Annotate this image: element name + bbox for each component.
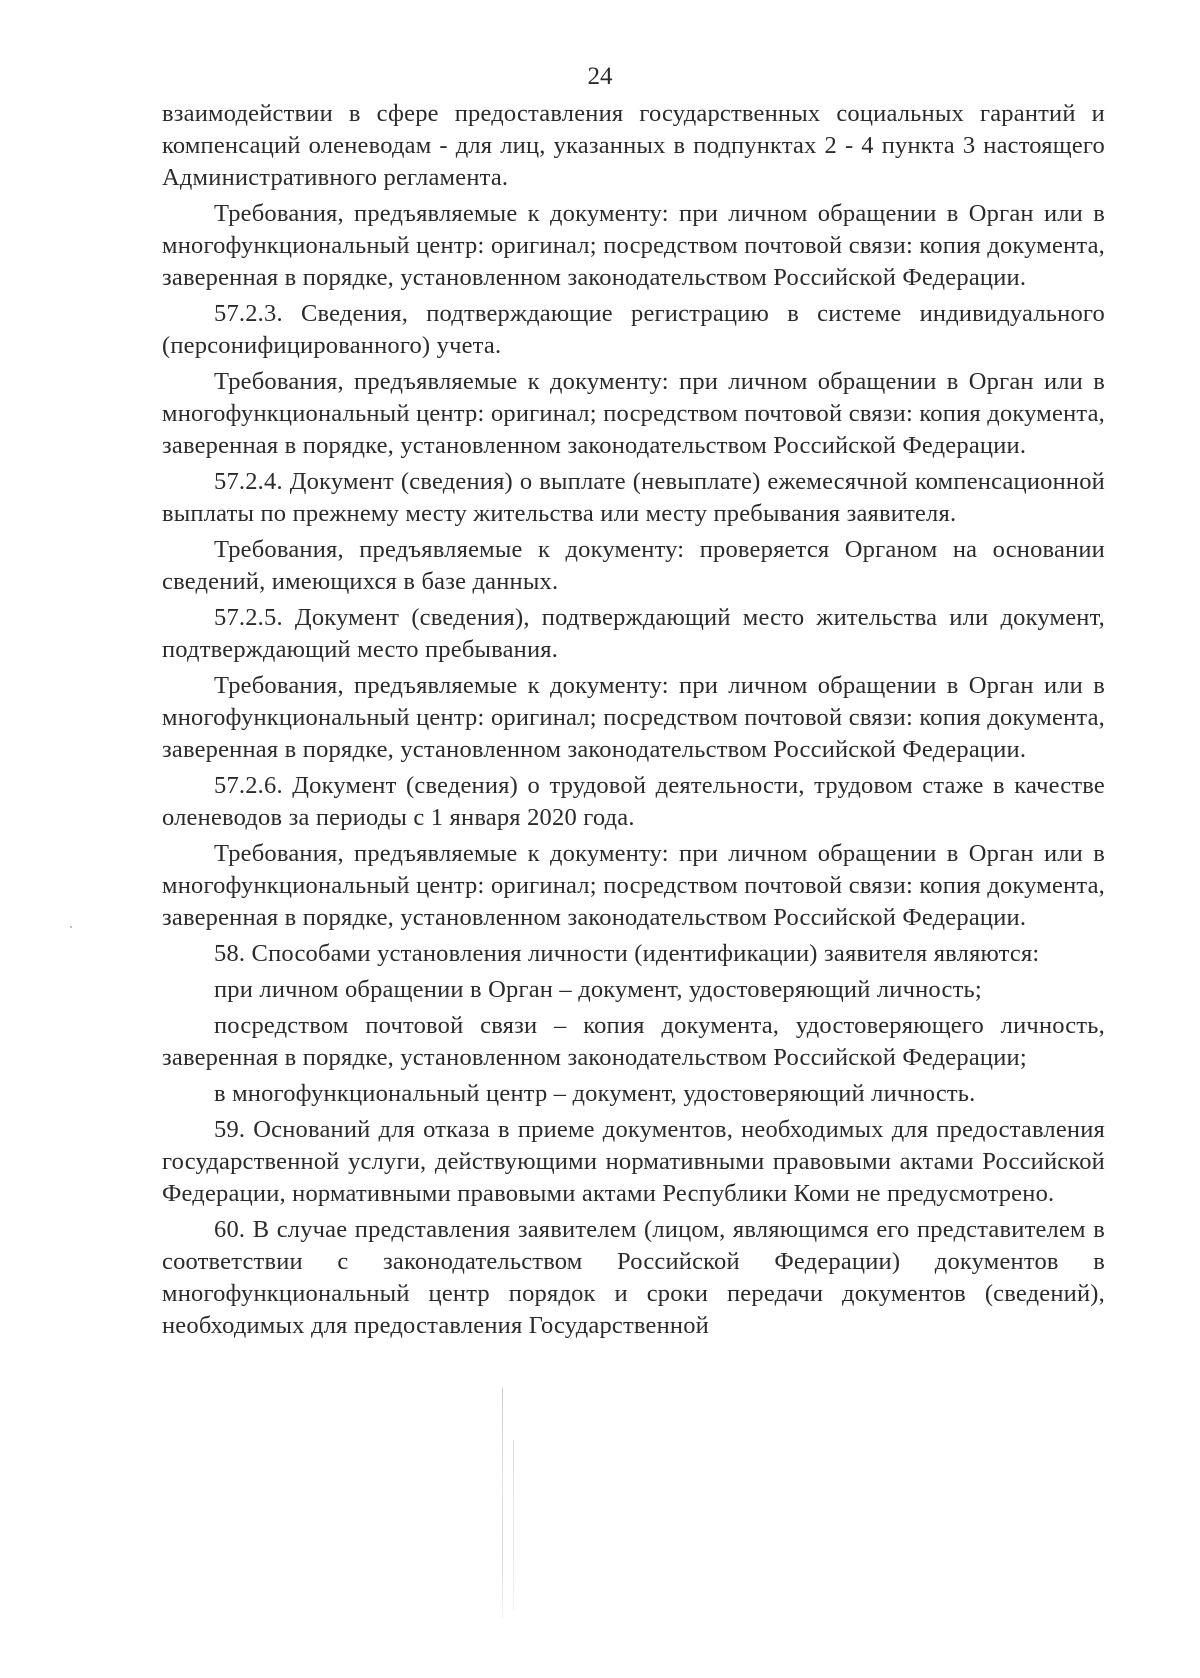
paragraph-continuation: взаимодействии в сфере предоставления государственных социальных гарантий и компенсаций оленеводам - для лиц, указанных в подпунктах 2 - 4 пункта 3 настоящего Административного регламента. — [162, 100, 1105, 191]
paragraph-identification-by-mail: посредством почтовой связи – копия документа, удостоверяющего личность, заверенная в порядке, установленном законодательством Российской Федерации; — [162, 1012, 1105, 1071]
document-body — [162, 98, 1105, 1342]
paragraph-57-2-5: 57.2.5. Документ (сведения), подтверждающий место жительства или документ, подтверждающий место пребывания. — [162, 604, 1105, 663]
paragraph-requirements: Требования, предъявляемые к документу: при личном обращении в Орган или в многофункциональный центр: оригинал; посредством почтовой связи: копия документа, заверенная в порядке, установленном законодательством Российской Федерации. — [162, 840, 1105, 931]
paragraph-requirements: Требования, предъявляемые к документу: при личном обращении в Орган или в многофункциональный центр: оригинал; посредством почтовой связи: копия документа, заверенная в порядке, установленном законодательством Российской Федерации. — [162, 368, 1105, 459]
scan-artifact-line — [502, 1388, 503, 1618]
paragraph-57-2-4: 57.2.4. Документ (сведения) о выплате (невыплате) ежемесячной компенсационной выплаты по прежнему месту жительства или месту пребывания заявителя. — [162, 468, 1105, 527]
paragraph-requirements: Требования, предъявляемые к документу: при личном обращении в Орган или в многофункциональный центр: оригинал; посредством почтовой связи: копия документа, заверенная в порядке, установленном законодательством Российской Федерации. — [162, 200, 1105, 291]
paragraph-requirements: Требования, предъявляемые к документу: проверяется Органом на основании сведений, имеющихся в базе данных. — [162, 536, 1105, 595]
page-number: 24 — [587, 63, 613, 90]
paragraph-57-2-6: 57.2.6. Документ (сведения) о трудовой деятельности, трудовом стаже в качестве оленеводов за периоды с 1 января 2020 года. — [162, 772, 1105, 831]
paragraph-requirements: Требования, предъявляемые к документу: при личном обращении в Орган или в многофункциональный центр: оригинал; посредством почтовой связи: копия документа, заверенная в порядке, установленном законодательством Российской Федерации. — [162, 672, 1105, 763]
paragraph-identification-mfc: в многофункциональный центр – документ, удостоверяющий личность. — [214, 1080, 976, 1107]
paragraph-60: 60. В случае представления заявителем (лицом, являющимся его представителем в соответствии с законодательством Российской Федерации) документов в многофункциональный центр порядок и сроки передачи документов (сведений), необходимых для предоставления Государственной — [162, 1216, 1105, 1339]
scan-artifact-dot — [70, 926, 72, 928]
scan-artifact-line — [513, 1440, 514, 1610]
paragraph-identification-in-person: при личном обращении в Орган – документ, удостоверяющий личность; — [214, 976, 982, 1003]
paragraph-57-2-3: 57.2.3. Сведения, подтверждающие регистрацию в системе индивидуального (персонифицированного) учета. — [162, 300, 1105, 359]
paragraph-59: 59. Оснований для отказа в приеме документов, необходимых для предоставления государственной услуги, действующими нормативными правовыми актами Российской Федерации, нормативными правовыми актами Республики Коми не предусмотрено. — [162, 1116, 1105, 1207]
paragraph-58: 58. Способами установления личности (идентификации) заявителя являются: — [214, 940, 1040, 967]
